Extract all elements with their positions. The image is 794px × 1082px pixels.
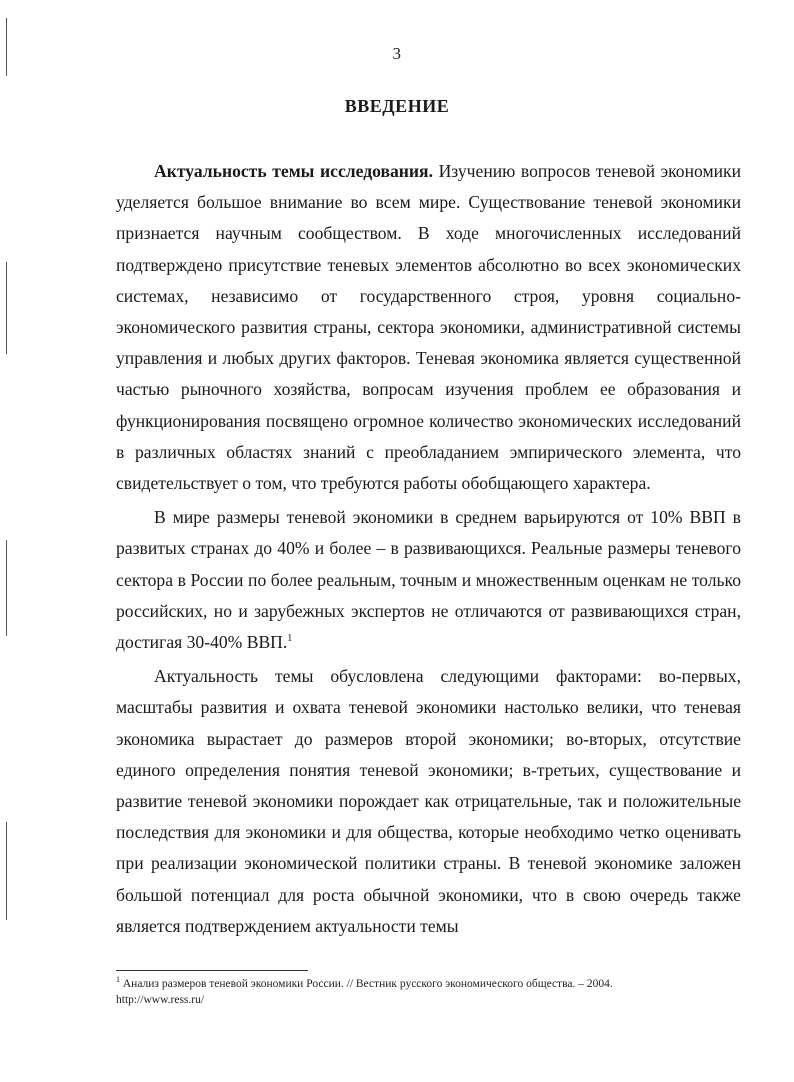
paragraph-text: В мире размеры теневой экономики в среднем варьируются от 10% ВВП в развитых странах до 40% и более – в развивающихся. Реальные размеры теневого сектора в России по более реальным, точным и множественным оценкам не только российских, но и зарубежных экспертов не отличаются от развивающихся стран, достигая 30-40% ВВП. [116, 507, 741, 653]
page-number: 3 [392, 44, 402, 63]
footnote-url: http://www.ress.ru/ [116, 994, 205, 1006]
footnote-divider [116, 970, 308, 971]
paragraph-text: Актуальность темы обусловлена следующими факторами: во-первых, масштабы развития и охвата теневой экономики настолько велики, что теневая экономика вырастает до размеров второй экономики; во-вторых, отсутствие единого определения понятия теневой экономики; в-третьих, существование и развитие теневой экономики порождает как отрицательные, так и положительные последствия для экономики и для общества, которые необходимо четко оценивать при реализации экономической политики страны. В теневой экономике заложен большой потенциал для роста обычной экономики, что в свою очередь также является подтверждением актуальности темы [116, 666, 741, 936]
footnote-text: Анализ размеров теневой экономики России. // Вестник русского экономического общества. – 2004. [120, 978, 613, 990]
body-text [116, 156, 741, 942]
scan-margin-mark [6, 262, 7, 354]
paragraph-lead: Актуальность темы исследования. [154, 161, 433, 181]
footnote-citation [116, 976, 741, 992]
paragraph-shadow-size [116, 502, 741, 658]
scan-margin-mark [6, 822, 7, 920]
paragraph-factors [116, 661, 741, 942]
footnote [116, 976, 741, 1008]
footnote-reference: 1 [287, 633, 293, 645]
page-title: ВВЕДЕНИЕ [344, 96, 450, 116]
paragraph-relevance [116, 156, 741, 499]
footnote-number: 1 [116, 975, 120, 985]
scan-margin-mark [6, 540, 7, 636]
paragraph-text: Изучению вопросов теневой экономики уделяется большое внимание во всем мире. Существование теневой экономики признается научным сообществом. В ходе многочисленных исследований подтверждено присутствие теневых элементов абсолютно во всех экономических системах, независимо от государственного строя, уровня социально-экономического развития страны, сектора экономики, административной системы управления и любых других факторов. Теневая экономика является существенной частью рыночного хозяйства, вопросам изучения проблем ее образования и функционирования посвящено огромное количество экономических исследований в различных областях знаний с преобладанием эмпирического элемента, что свидетельствует о том, что требуются работы обобщающего характера. [116, 161, 741, 494]
